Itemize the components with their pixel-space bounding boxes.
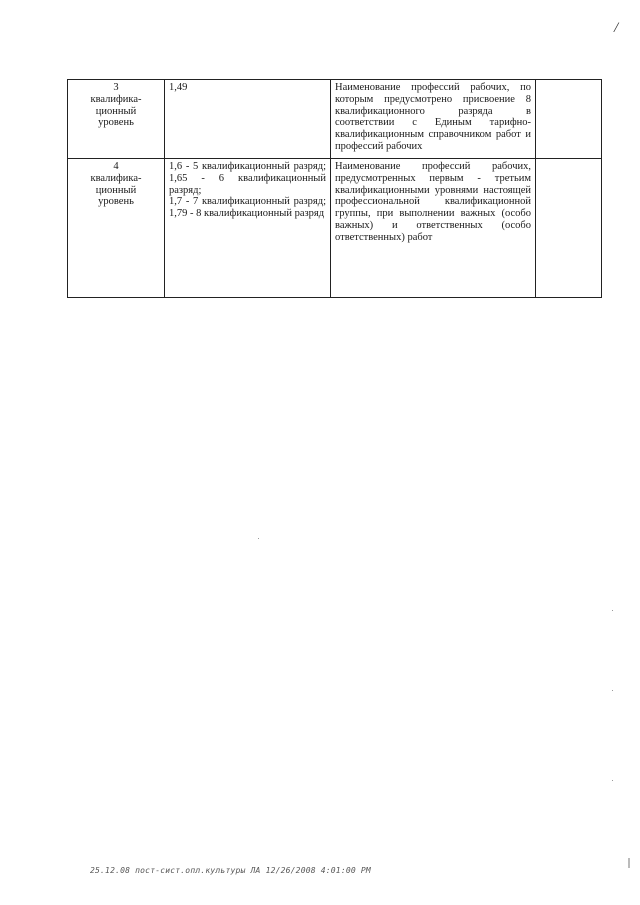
level-cell [68,80,165,159]
qualification-table [67,79,602,298]
level-number: 3 [113,82,119,93]
scan-speck [612,690,613,691]
level-number: 4 [113,161,119,172]
footer-file-stamp: 25.12.08 пост-сист.опл.культуры ЛА 12/26/2008 4:01:00 PM [90,866,371,875]
coefficient-cell [165,159,331,298]
empty-cell [536,80,602,159]
scan-speck [258,538,259,539]
description-cell [331,80,536,159]
table-row [68,80,602,159]
level-label-line: квалифика- [90,93,142,105]
empty-cell [536,159,602,298]
coefficient-item: 1,7 - 7 квалификационный разряд; [169,196,326,208]
description-text: Наименование профессий рабочих, предусмотренных первым - третьим квалификационными уровнями настоящей профессиональной квалификационной группы, при выполнении важных (особо важных) и ответственных (особо ответственных) работ [335,161,531,243]
coefficient-item: 1,6 - 5 квалификационный разряд; [169,161,326,172]
scan-speck [612,780,613,781]
page-number-mark: / [614,20,619,36]
level-label-line: ционный [95,184,137,196]
coefficient-cell [165,80,331,159]
level-label-line: уровень [98,196,134,208]
coefficient-value: 1,49 [169,82,188,93]
level-label-line: уровень [98,117,134,129]
scan-speck [612,610,613,611]
coefficient-list [169,161,326,220]
scan-edge-mark [628,858,630,868]
description-text: Наименование профессий рабочих, по которым предусмотрено присвоение 8 квалификационного разряда в соответствии с Единым тарифно-квалификационным справочником работ и профессий рабочих [335,82,531,152]
table-row [68,159,602,298]
level-label-line: ционный [95,105,137,117]
level-label-line: квалифика- [90,172,142,184]
level-cell [68,159,165,298]
coefficient-item: 1,65 - 6 квалификационный разряд; [169,172,326,196]
description-cell [331,159,536,298]
coefficient-item: 1,79 - 8 квалификационный разряд [169,208,325,220]
